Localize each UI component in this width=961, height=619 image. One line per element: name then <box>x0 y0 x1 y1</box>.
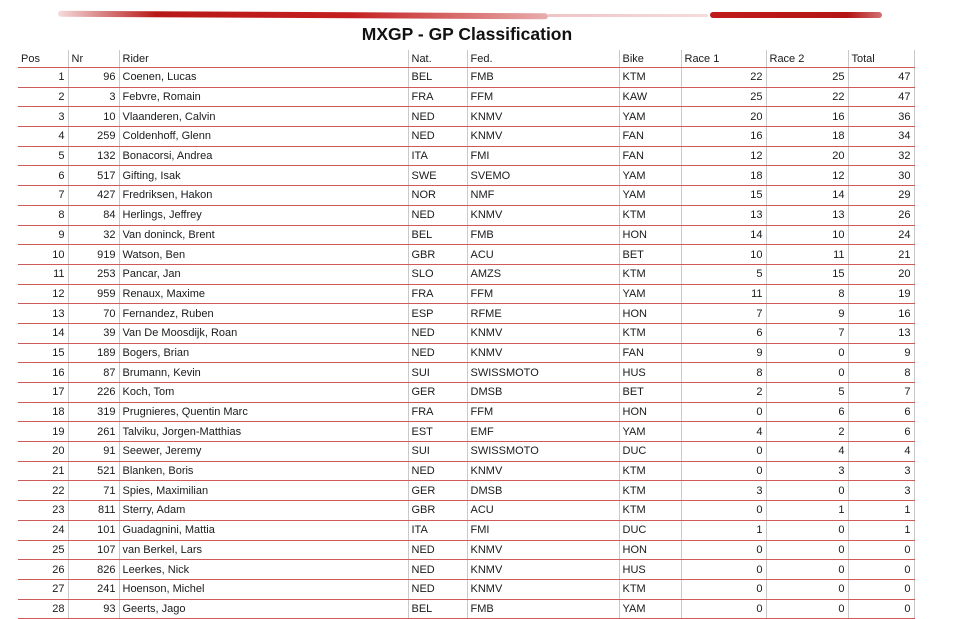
cell-bike: KTM <box>619 461 681 481</box>
cell-pos: 27 <box>18 579 68 599</box>
table-row <box>18 461 914 481</box>
cell-pos: 6 <box>18 166 68 186</box>
cell-nr: 919 <box>68 245 119 265</box>
cell-nr: 132 <box>68 146 119 166</box>
cell-race2: 0 <box>766 343 848 363</box>
table-row <box>18 166 914 186</box>
cell-nat: GER <box>408 383 467 403</box>
cell-nat: EST <box>408 422 467 442</box>
cell-nr: 93 <box>68 599 119 619</box>
cell-rider: Koch, Tom <box>119 383 408 403</box>
cell-rider: Guadagnini, Mattia <box>119 520 408 540</box>
cell-race2: 11 <box>766 245 848 265</box>
cell-pos: 2 <box>18 87 68 107</box>
cell-race2: 15 <box>766 264 848 284</box>
column-header-race2: Race 2 <box>766 50 848 68</box>
cell-fed: SVEMO <box>467 166 619 186</box>
cell-bike: KTM <box>619 68 681 88</box>
table-header-row <box>18 50 914 68</box>
cell-pos: 1 <box>18 68 68 88</box>
cell-race2: 0 <box>766 363 848 383</box>
cell-race1: 5 <box>681 264 766 284</box>
cell-race1: 13 <box>681 205 766 225</box>
cell-nr: 189 <box>68 343 119 363</box>
cell-pos: 22 <box>18 481 68 501</box>
cell-total: 24 <box>848 225 914 245</box>
cell-race1: 12 <box>681 146 766 166</box>
cell-nat: BEL <box>408 599 467 619</box>
cell-fed: FMI <box>467 520 619 540</box>
cell-total: 19 <box>848 284 914 304</box>
cell-nr: 517 <box>68 166 119 186</box>
cell-fed: KNMV <box>467 579 619 599</box>
cell-rider: Bogers, Brian <box>119 343 408 363</box>
cell-race2: 3 <box>766 461 848 481</box>
cell-fed: KNMV <box>467 127 619 147</box>
table-row <box>18 186 914 206</box>
cell-nr: 71 <box>68 481 119 501</box>
table-row <box>18 402 914 422</box>
cell-fed: FFM <box>467 87 619 107</box>
cell-nr: 10 <box>68 107 119 127</box>
table-row <box>18 127 914 147</box>
cell-race1: 0 <box>681 461 766 481</box>
cell-nr: 241 <box>68 579 119 599</box>
table-row <box>18 481 914 501</box>
cell-total: 3 <box>848 461 914 481</box>
cell-total: 32 <box>848 146 914 166</box>
column-header-pos: Pos <box>18 50 68 68</box>
cell-total: 1 <box>848 520 914 540</box>
cell-pos: 19 <box>18 422 68 442</box>
column-header-bike: Bike <box>619 50 681 68</box>
cell-race2: 0 <box>766 599 848 619</box>
cell-pos: 10 <box>18 245 68 265</box>
cell-rider: Watson, Ben <box>119 245 408 265</box>
cell-nr: 32 <box>68 225 119 245</box>
cell-pos: 18 <box>18 402 68 422</box>
cell-nr: 107 <box>68 540 119 560</box>
cell-race1: 10 <box>681 245 766 265</box>
cell-nat: FRA <box>408 402 467 422</box>
cell-rider: Sterry, Adam <box>119 501 408 521</box>
cell-nr: 826 <box>68 560 119 580</box>
cell-nr: 959 <box>68 284 119 304</box>
cell-rider: Talviku, Jorgen-Matthias <box>119 422 408 442</box>
cell-rider: Vlaanderen, Calvin <box>119 107 408 127</box>
cell-fed: ACU <box>467 501 619 521</box>
cell-rider: Prugnieres, Quentin Marc <box>119 402 408 422</box>
cell-pos: 9 <box>18 225 68 245</box>
cell-nat: GER <box>408 481 467 501</box>
cell-race1: 18 <box>681 166 766 186</box>
cell-race2: 4 <box>766 442 848 462</box>
column-header-nr: Nr <box>68 50 119 68</box>
cell-rider: Geerts, Jago <box>119 599 408 619</box>
cell-nat: NED <box>408 205 467 225</box>
cell-pos: 28 <box>18 599 68 619</box>
cell-race2: 8 <box>766 284 848 304</box>
cell-pos: 15 <box>18 343 68 363</box>
cell-rider: Bonacorsi, Andrea <box>119 146 408 166</box>
cell-bike: YAM <box>619 284 681 304</box>
cell-nat: SUI <box>408 363 467 383</box>
cell-total: 8 <box>848 363 914 383</box>
cell-nat: NED <box>408 323 467 343</box>
table-row <box>18 205 914 225</box>
cell-race1: 7 <box>681 304 766 324</box>
cell-rider: Brumann, Kevin <box>119 363 408 383</box>
cell-fed: KNMV <box>467 205 619 225</box>
cell-total: 13 <box>848 323 914 343</box>
cell-bike: YAM <box>619 166 681 186</box>
table-row <box>18 146 914 166</box>
cell-race2: 5 <box>766 383 848 403</box>
cell-bike: YAM <box>619 422 681 442</box>
cell-nat: BEL <box>408 68 467 88</box>
column-header-total: Total <box>848 50 914 68</box>
cell-race2: 0 <box>766 481 848 501</box>
cell-nr: 261 <box>68 422 119 442</box>
cell-fed: FMI <box>467 146 619 166</box>
cell-bike: KAW <box>619 87 681 107</box>
cell-nr: 101 <box>68 520 119 540</box>
cell-race2: 22 <box>766 87 848 107</box>
cell-total: 36 <box>848 107 914 127</box>
cell-nr: 70 <box>68 304 119 324</box>
cell-nat: SWE <box>408 166 467 186</box>
cell-nat: GBR <box>408 245 467 265</box>
cell-bike: FAN <box>619 127 681 147</box>
cell-bike: KTM <box>619 579 681 599</box>
cell-race1: 8 <box>681 363 766 383</box>
cell-rider: Febvre, Romain <box>119 87 408 107</box>
cell-bike: YAM <box>619 107 681 127</box>
cell-rider: Hoenson, Michel <box>119 579 408 599</box>
cell-rider: Renaux, Maxime <box>119 284 408 304</box>
cell-race1: 14 <box>681 225 766 245</box>
cell-rider: Fernandez, Ruben <box>119 304 408 324</box>
cell-pos: 3 <box>18 107 68 127</box>
cell-race1: 0 <box>681 599 766 619</box>
table-row <box>18 343 914 363</box>
cell-race1: 16 <box>681 127 766 147</box>
cell-nat: NED <box>408 560 467 580</box>
cell-bike: BET <box>619 383 681 403</box>
cell-fed: KNMV <box>467 323 619 343</box>
cell-total: 4 <box>848 442 914 462</box>
cell-race1: 0 <box>681 560 766 580</box>
cell-total: 0 <box>848 560 914 580</box>
cell-fed: FFM <box>467 284 619 304</box>
table-row <box>18 383 914 403</box>
cell-nr: 226 <box>68 383 119 403</box>
cell-total: 9 <box>848 343 914 363</box>
cell-race2: 0 <box>766 520 848 540</box>
table-row <box>18 422 914 442</box>
cell-race1: 0 <box>681 540 766 560</box>
cell-bike: KTM <box>619 205 681 225</box>
cell-rider: Leerkes, Nick <box>119 560 408 580</box>
cell-race1: 15 <box>681 186 766 206</box>
header-brush-stroke <box>548 14 708 17</box>
cell-rider: Pancar, Jan <box>119 264 408 284</box>
cell-fed: FMB <box>467 68 619 88</box>
cell-total: 1 <box>848 501 914 521</box>
cell-total: 0 <box>848 599 914 619</box>
cell-bike: HON <box>619 402 681 422</box>
classification-table <box>18 50 915 619</box>
cell-race1: 2 <box>681 383 766 403</box>
cell-pos: 4 <box>18 127 68 147</box>
cell-race2: 12 <box>766 166 848 186</box>
page-title: MXGP - GP Classification <box>361 24 573 44</box>
table-row <box>18 284 914 304</box>
cell-fed: RFME <box>467 304 619 324</box>
table-row <box>18 599 914 619</box>
cell-pos: 17 <box>18 383 68 403</box>
cell-race2: 16 <box>766 107 848 127</box>
column-header-rider: Rider <box>119 50 408 68</box>
cell-bike: YAM <box>619 599 681 619</box>
cell-pos: 23 <box>18 501 68 521</box>
cell-nat: NOR <box>408 186 467 206</box>
cell-bike: DUC <box>619 442 681 462</box>
cell-bike: KTM <box>619 501 681 521</box>
cell-race1: 11 <box>681 284 766 304</box>
cell-total: 16 <box>848 304 914 324</box>
cell-nat: NED <box>408 127 467 147</box>
cell-race1: 20 <box>681 107 766 127</box>
column-header-nat: Nat. <box>408 50 467 68</box>
cell-fed: NMF <box>467 186 619 206</box>
cell-bike: KTM <box>619 264 681 284</box>
cell-rider: Fredriksen, Hakon <box>119 186 408 206</box>
cell-total: 34 <box>848 127 914 147</box>
cell-race2: 20 <box>766 146 848 166</box>
table-row <box>18 304 914 324</box>
table-row <box>18 264 914 284</box>
table-row <box>18 501 914 521</box>
cell-nat: ITA <box>408 146 467 166</box>
cell-nat: SLO <box>408 264 467 284</box>
cell-race1: 6 <box>681 323 766 343</box>
column-header-race1: Race 1 <box>681 50 766 68</box>
cell-nr: 259 <box>68 127 119 147</box>
cell-pos: 24 <box>18 520 68 540</box>
cell-total: 26 <box>848 205 914 225</box>
table-row <box>18 225 914 245</box>
cell-race1: 25 <box>681 87 766 107</box>
cell-fed: KNMV <box>467 343 619 363</box>
cell-total: 6 <box>848 422 914 442</box>
cell-total: 47 <box>848 87 914 107</box>
cell-pos: 25 <box>18 540 68 560</box>
cell-fed: FMB <box>467 599 619 619</box>
cell-race1: 22 <box>681 68 766 88</box>
cell-race2: 10 <box>766 225 848 245</box>
cell-pos: 11 <box>18 264 68 284</box>
cell-fed: DMSB <box>467 481 619 501</box>
cell-fed: KNMV <box>467 107 619 127</box>
cell-nat: FRA <box>408 87 467 107</box>
cell-nat: GBR <box>408 501 467 521</box>
cell-race1: 9 <box>681 343 766 363</box>
cell-race2: 18 <box>766 127 848 147</box>
cell-pos: 5 <box>18 146 68 166</box>
cell-race2: 7 <box>766 323 848 343</box>
cell-race2: 1 <box>766 501 848 521</box>
cell-nat: BEL <box>408 225 467 245</box>
cell-pos: 26 <box>18 560 68 580</box>
table-row <box>18 363 914 383</box>
cell-rider: Blanken, Boris <box>119 461 408 481</box>
cell-pos: 21 <box>18 461 68 481</box>
cell-race2: 0 <box>766 540 848 560</box>
cell-pos: 14 <box>18 323 68 343</box>
cell-total: 29 <box>848 186 914 206</box>
cell-nat: SUI <box>408 442 467 462</box>
cell-nat: ITA <box>408 520 467 540</box>
table-row <box>18 323 914 343</box>
cell-bike: HON <box>619 540 681 560</box>
cell-nr: 3 <box>68 87 119 107</box>
cell-pos: 7 <box>18 186 68 206</box>
cell-pos: 20 <box>18 442 68 462</box>
cell-nr: 427 <box>68 186 119 206</box>
cell-nr: 96 <box>68 68 119 88</box>
table-row <box>18 68 914 88</box>
cell-rider: Herlings, Jeffrey <box>119 205 408 225</box>
cell-race1: 4 <box>681 422 766 442</box>
table-row <box>18 520 914 540</box>
cell-race1: 0 <box>681 402 766 422</box>
table-row <box>18 245 914 265</box>
cell-fed: SWISSMOTO <box>467 442 619 462</box>
cell-rider: Seewer, Jeremy <box>119 442 408 462</box>
cell-pos: 16 <box>18 363 68 383</box>
cell-total: 6 <box>848 402 914 422</box>
cell-race2: 6 <box>766 402 848 422</box>
cell-race2: 25 <box>766 68 848 88</box>
cell-race1: 0 <box>681 579 766 599</box>
cell-nr: 811 <box>68 501 119 521</box>
cell-nat: NED <box>408 343 467 363</box>
cell-nr: 84 <box>68 205 119 225</box>
cell-nat: NED <box>408 579 467 599</box>
cell-bike: FAN <box>619 146 681 166</box>
cell-total: 7 <box>848 383 914 403</box>
cell-fed: AMZS <box>467 264 619 284</box>
cell-pos: 8 <box>18 205 68 225</box>
cell-bike: YAM <box>619 186 681 206</box>
cell-bike: HUS <box>619 560 681 580</box>
cell-fed: KNMV <box>467 540 619 560</box>
cell-rider: Van De Moosdijk, Roan <box>119 323 408 343</box>
cell-bike: HON <box>619 225 681 245</box>
cell-bike: KTM <box>619 323 681 343</box>
cell-nat: NED <box>408 107 467 127</box>
cell-nat: NED <box>408 540 467 560</box>
cell-race2: 13 <box>766 205 848 225</box>
cell-total: 21 <box>848 245 914 265</box>
table-row <box>18 442 914 462</box>
cell-bike: HUS <box>619 363 681 383</box>
cell-race2: 0 <box>766 560 848 580</box>
cell-fed: KNMV <box>467 560 619 580</box>
cell-fed: FFM <box>467 402 619 422</box>
cell-bike: HON <box>619 304 681 324</box>
cell-rider: Van doninck, Brent <box>119 225 408 245</box>
cell-rider: Coenen, Lucas <box>119 68 408 88</box>
cell-pos: 12 <box>18 284 68 304</box>
cell-bike: KTM <box>619 481 681 501</box>
cell-bike: BET <box>619 245 681 265</box>
cell-total: 0 <box>848 540 914 560</box>
cell-rider: Gifting, Isak <box>119 166 408 186</box>
cell-total: 20 <box>848 264 914 284</box>
cell-nr: 253 <box>68 264 119 284</box>
cell-race2: 2 <box>766 422 848 442</box>
cell-nr: 87 <box>68 363 119 383</box>
cell-nr: 39 <box>68 323 119 343</box>
cell-total: 3 <box>848 481 914 501</box>
table-row <box>18 107 914 127</box>
cell-race1: 0 <box>681 501 766 521</box>
cell-race2: 9 <box>766 304 848 324</box>
header-brush-stroke <box>710 12 882 18</box>
cell-rider: van Berkel, Lars <box>119 540 408 560</box>
cell-nr: 521 <box>68 461 119 481</box>
cell-race1: 1 <box>681 520 766 540</box>
cell-total: 0 <box>848 579 914 599</box>
column-header-fed: Fed. <box>467 50 619 68</box>
cell-bike: FAN <box>619 343 681 363</box>
cell-rider: Spies, Maximilian <box>119 481 408 501</box>
cell-rider: Coldenhoff, Glenn <box>119 127 408 147</box>
cell-total: 30 <box>848 166 914 186</box>
cell-fed: EMF <box>467 422 619 442</box>
cell-fed: KNMV <box>467 461 619 481</box>
cell-race1: 0 <box>681 442 766 462</box>
table-row <box>18 87 914 107</box>
table-row <box>18 560 914 580</box>
cell-total: 47 <box>848 68 914 88</box>
cell-nat: ESP <box>408 304 467 324</box>
cell-race1: 3 <box>681 481 766 501</box>
table-row <box>18 540 914 560</box>
cell-fed: DMSB <box>467 383 619 403</box>
header-brush-stroke <box>58 11 548 20</box>
cell-nat: NED <box>408 461 467 481</box>
cell-fed: ACU <box>467 245 619 265</box>
table-row <box>18 579 914 599</box>
cell-bike: DUC <box>619 520 681 540</box>
cell-fed: FMB <box>467 225 619 245</box>
cell-race2: 0 <box>766 579 848 599</box>
cell-fed: SWISSMOTO <box>467 363 619 383</box>
cell-nr: 91 <box>68 442 119 462</box>
cell-nr: 319 <box>68 402 119 422</box>
cell-race2: 14 <box>766 186 848 206</box>
cell-nat: FRA <box>408 284 467 304</box>
cell-pos: 13 <box>18 304 68 324</box>
